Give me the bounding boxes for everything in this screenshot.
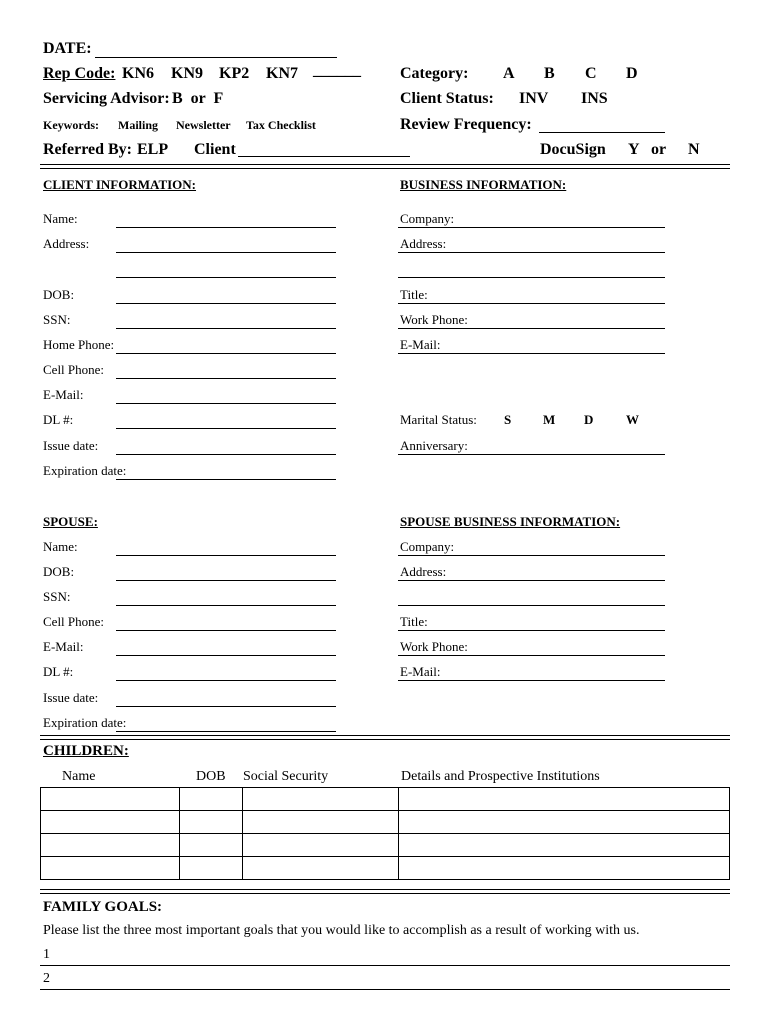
client-address-field-2[interactable]: [116, 277, 336, 278]
client-home-phone-field[interactable]: [116, 353, 336, 354]
marital-status-s[interactable]: S: [504, 412, 512, 427]
child-dob-cell[interactable]: [180, 834, 243, 857]
child-dob-cell[interactable]: [180, 788, 243, 811]
spouse-title-field[interactable]: [398, 630, 665, 631]
business-email-label: E-Mail:: [400, 337, 441, 352]
goal-2-field[interactable]: [40, 989, 730, 990]
business-address-field-2[interactable]: [398, 277, 665, 278]
child-dob-cell[interactable]: [180, 857, 243, 880]
client-ssn-field[interactable]: [116, 328, 336, 329]
spouse-business-address-field-2[interactable]: [398, 605, 665, 606]
rep-code-kp2[interactable]: KP2: [219, 65, 250, 82]
client-expiration-date-field[interactable]: [116, 479, 336, 480]
client-address-label: Address:: [43, 236, 90, 251]
business-work-phone-field[interactable]: [398, 328, 665, 329]
servicing-advisor-label: Servicing Advisor:: [43, 90, 170, 107]
rep-code-label: Rep Code:: [43, 65, 116, 82]
marital-status-d[interactable]: D: [584, 412, 594, 427]
child-ssn-cell[interactable]: [243, 857, 399, 880]
marital-status-w[interactable]: W: [626, 412, 639, 427]
servicing-advisor-options[interactable]: B or F: [172, 90, 224, 107]
business-email-field[interactable]: [398, 353, 665, 354]
referred-by-elp[interactable]: ELP: [137, 141, 169, 158]
category-b[interactable]: B: [544, 65, 555, 82]
spouse-ssn-label: SSN:: [43, 589, 71, 604]
client-email-label: E-Mail:: [43, 387, 84, 402]
spouse-dl-label: DL #:: [43, 664, 74, 679]
child-name-cell[interactable]: [41, 788, 180, 811]
goal-2-label: 2: [43, 971, 50, 986]
spouse-email-field[interactable]: [116, 655, 336, 656]
client-status-ins[interactable]: INS: [581, 90, 608, 107]
docusign-no[interactable]: N: [688, 141, 700, 158]
child-ssn-cell[interactable]: [243, 788, 399, 811]
family-goals-heading: FAMILY GOALS:: [43, 899, 163, 915]
business-info-heading: BUSINESS INFORMATION:: [400, 177, 567, 192]
client-issue-date-label: Issue date:: [43, 438, 99, 453]
table-row: [41, 788, 730, 811]
child-name-cell[interactable]: [41, 811, 180, 834]
goal-1-field[interactable]: [40, 965, 730, 966]
family-goals-divider: [40, 889, 730, 894]
children-col-ssn: Social Security: [243, 769, 329, 784]
category-c[interactable]: C: [585, 65, 597, 82]
date-field[interactable]: [95, 57, 337, 58]
keyword-newsletter[interactable]: Newsletter: [176, 118, 231, 132]
client-issue-date-field[interactable]: [116, 454, 336, 455]
anniversary-label: Anniversary:: [400, 438, 468, 453]
spouse-business-address-label: Address:: [400, 564, 447, 579]
spouse-name-label: Name:: [43, 539, 78, 554]
spouse-heading: SPOUSE:: [43, 514, 98, 529]
business-address-label: Address:: [400, 236, 447, 251]
marital-status-label: Marital Status:: [400, 412, 477, 427]
child-ssn-cell[interactable]: [243, 834, 399, 857]
table-row: [41, 811, 730, 834]
client-address-field-1[interactable]: [116, 252, 336, 253]
anniversary-field[interactable]: [398, 454, 665, 455]
business-company-label: Company:: [400, 211, 455, 226]
spouse-company-field[interactable]: [398, 555, 665, 556]
spouse-email-label: E-Mail:: [43, 639, 84, 654]
child-details-cell[interactable]: [399, 857, 730, 880]
rep-code-kn9[interactable]: KN9: [171, 65, 203, 82]
referred-by-client[interactable]: Client: [194, 141, 236, 158]
child-name-cell[interactable]: [41, 857, 180, 880]
docusign-or: or: [651, 141, 667, 158]
docusign-label: DocuSign: [540, 141, 606, 158]
client-dl-label: DL #:: [43, 412, 74, 427]
spouse-ssn-field[interactable]: [116, 605, 336, 606]
rep-code-kn6[interactable]: KN6: [122, 65, 154, 82]
client-ssn-label: SSN:: [43, 312, 71, 327]
client-dl-field[interactable]: [116, 428, 336, 429]
spouse-work-phone-field[interactable]: [398, 655, 665, 656]
spouse-cell-phone-label: Cell Phone:: [43, 614, 105, 629]
spouse-title-label: Title:: [400, 614, 428, 629]
category-d[interactable]: D: [626, 65, 638, 82]
family-goals-instruction: Please list the three most important goals that you would like to accomplish as a result of working with us.: [43, 923, 640, 938]
spouse-expiration-date-field[interactable]: [116, 731, 336, 732]
spouse-business-heading: SPOUSE BUSINESS INFORMATION:: [400, 514, 621, 529]
spouse-issue-date-label: Issue date:: [43, 690, 99, 705]
review-frequency-field[interactable]: [539, 132, 665, 133]
child-dob-cell[interactable]: [180, 811, 243, 834]
category-a[interactable]: A: [503, 65, 515, 82]
spouse-issue-date-field[interactable]: [116, 706, 336, 707]
spouse-name-field[interactable]: [116, 555, 336, 556]
business-address-field-1[interactable]: [398, 252, 665, 253]
category-label: Category:: [400, 65, 469, 82]
referred-client-field[interactable]: [238, 156, 410, 157]
spouse-business-email-label: E-Mail:: [400, 664, 441, 679]
business-work-phone-label: Work Phone:: [400, 312, 468, 327]
spouse-dl-field[interactable]: [116, 680, 336, 681]
docusign-yes[interactable]: Y: [628, 141, 640, 158]
marital-status-m[interactable]: M: [543, 412, 556, 427]
business-title-label: Title:: [400, 287, 428, 302]
spouse-company-label: Company:: [400, 539, 455, 554]
child-details-cell[interactable]: [399, 788, 730, 811]
child-name-cell[interactable]: [41, 834, 180, 857]
children-divider: [40, 735, 730, 740]
children-heading: CHILDREN:: [43, 743, 129, 759]
client-status-label: Client Status:: [400, 90, 494, 107]
client-name-field[interactable]: [116, 227, 336, 228]
keywords-label: Keywords:: [43, 118, 99, 132]
spouse-expiration-date-label: Expiration date:: [43, 715, 127, 730]
children-col-dob: DOB: [196, 769, 226, 784]
client-cell-phone-label: Cell Phone:: [43, 362, 105, 377]
keyword-mailing[interactable]: Mailing: [118, 118, 159, 132]
client-dob-label: DOB:: [43, 287, 75, 302]
rep-code-other-field[interactable]: ______: [313, 62, 361, 79]
rep-code-kn7[interactable]: KN7: [266, 65, 298, 82]
child-details-cell[interactable]: [399, 834, 730, 857]
keyword-tax-checklist[interactable]: Tax Checklist: [246, 118, 316, 132]
client-name-label: Name:: [43, 211, 78, 226]
business-company-field[interactable]: [398, 227, 665, 228]
child-details-cell[interactable]: [399, 811, 730, 834]
table-row: [41, 834, 730, 857]
client-expiration-date-label: Expiration date:: [43, 463, 127, 478]
date-label: DATE:: [43, 40, 92, 57]
client-info-heading: CLIENT INFORMATION:: [43, 177, 197, 192]
table-row: [41, 857, 730, 880]
client-dob-field[interactable]: [116, 303, 336, 304]
goal-1-label: 1: [43, 947, 50, 962]
children-col-details: Details and Prospective Institutions: [401, 769, 600, 784]
spouse-dob-field[interactable]: [116, 580, 336, 581]
spouse-business-email-field[interactable]: [398, 680, 665, 681]
referred-by-label: Referred By:: [43, 141, 132, 158]
review-frequency-label: Review Frequency:: [400, 116, 532, 133]
spouse-cell-phone-field[interactable]: [116, 630, 336, 631]
children-table: [40, 787, 730, 880]
children-col-name: Name: [62, 769, 96, 784]
spouse-work-phone-label: Work Phone:: [400, 639, 468, 654]
client-cell-phone-field[interactable]: [116, 378, 336, 379]
client-email-field[interactable]: [116, 403, 336, 404]
header-divider: [40, 164, 730, 169]
spouse-business-address-field-1[interactable]: [398, 580, 665, 581]
client-home-phone-label: Home Phone:: [43, 337, 115, 352]
child-ssn-cell[interactable]: [243, 811, 399, 834]
business-title-field[interactable]: [398, 303, 665, 304]
spouse-dob-label: DOB:: [43, 564, 75, 579]
client-status-inv[interactable]: INV: [519, 90, 549, 107]
